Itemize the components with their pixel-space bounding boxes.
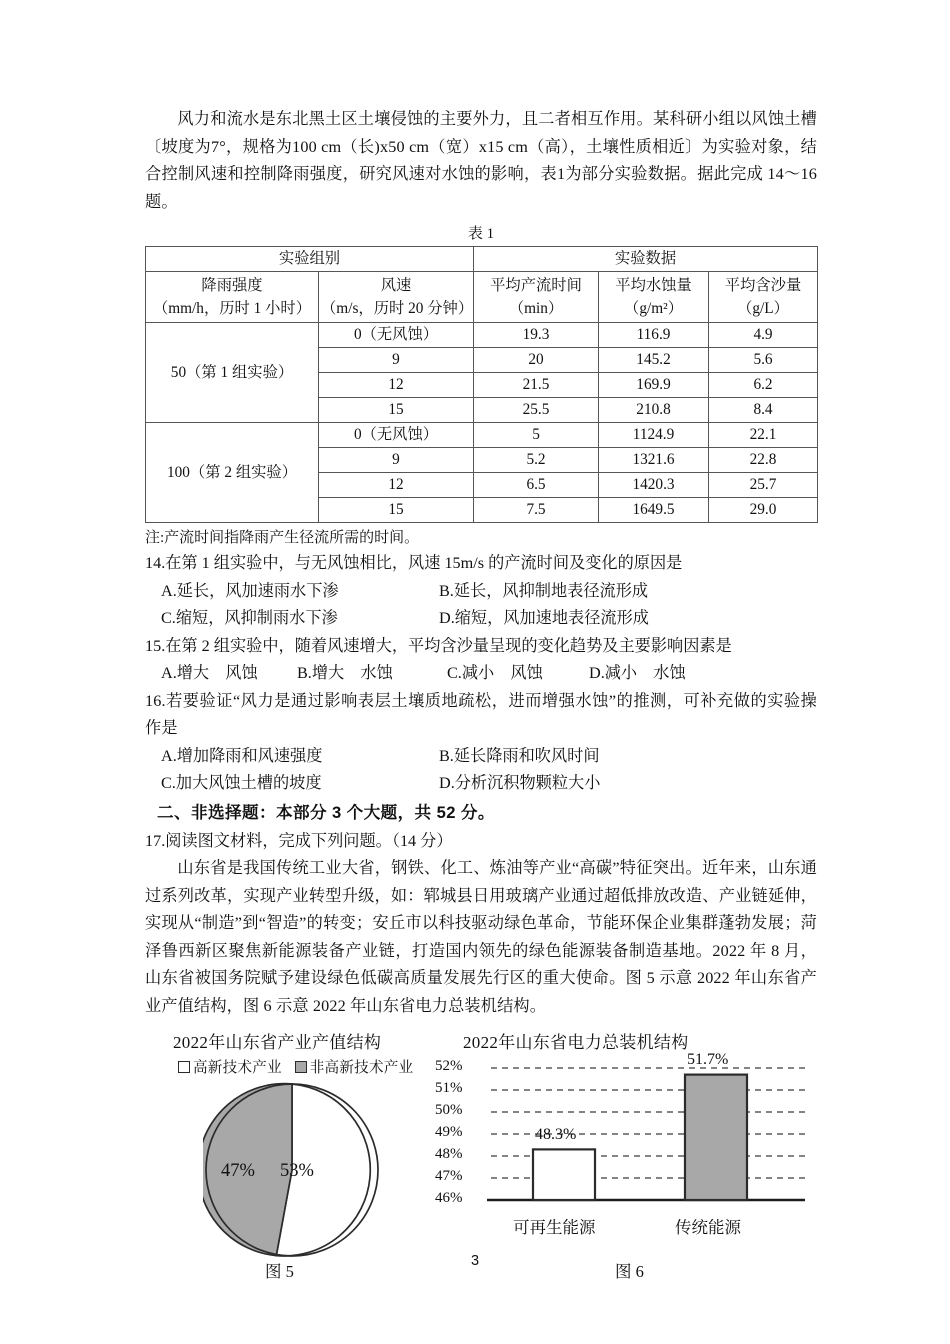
legend-item-high-tech	[178, 1056, 282, 1077]
cell-wind: 12	[319, 373, 474, 398]
question-15-option-c[interactable]: C.减小 风蚀	[447, 664, 543, 682]
cell-sand: 25.7	[709, 473, 818, 498]
ytick-51: 51%	[435, 1080, 463, 1096]
question-14-options-row-1	[145, 578, 817, 606]
question-16-stem: 16.若要验证“风力是通过影响表层土壤质地疏松，进而增强水蚀”的推测，可补充做的实验操作是	[145, 691, 817, 737]
question-16-options-row-1	[145, 743, 817, 771]
cell-erosion: 1649.5	[599, 498, 709, 523]
xtick-traditional: 传统能源	[675, 1218, 741, 1237]
cell-erosion: 169.9	[599, 373, 709, 398]
cell-time: 5	[474, 423, 599, 448]
cell-wind: 15	[319, 398, 474, 423]
legend-swatch-gray-icon	[295, 1061, 307, 1073]
question-16-option-a[interactable]: A.增加降雨和风速强度	[161, 746, 323, 765]
table-caption: 表 1	[467, 226, 495, 242]
cell-erosion: 1420.3	[599, 473, 709, 498]
question-16-option-b[interactable]: B.延长降雨和吹风时间	[439, 746, 600, 765]
cell-time: 5.2	[474, 448, 599, 473]
figure-6-title: 2022年山东省电力总装机结构	[463, 1033, 689, 1052]
figure-6-caption: 图 6	[615, 1262, 644, 1281]
data-header: 实验数据	[474, 247, 818, 272]
question-14-option-d[interactable]: D.缩短，风加速地表径流形成	[439, 609, 649, 627]
cell-wind: 9	[319, 448, 474, 473]
col-header-water-erosion: 平均水蚀量 （g/m²）	[599, 272, 709, 323]
page-content	[145, 106, 817, 1286]
group-header: 实验组别	[146, 247, 474, 272]
question-17-body: 山东省是我国传统工业大省，钢铁、化工、炼油等产业“高碳”特征突出。近年来，山东通过系列改革，实现产业转型升级，如：郓城县日用玻璃产业通过超低排放改造、产业链延伸，实现从“制造”到“智造”的转变；安丘市以科技驱动绿色革命，节能环保企业集群蓬勃发展；菏泽鲁西新区聚焦新能源装备产业链，打造国内领先的绿色能源装备制造基地。2022 年 8 月，山东省被国务院赋予建设绿色低碳高质量发展先行区的重大使命。图 5 示意 2022 年山东省产业产值结构，图 6 示意 2022 年山东省电力总装机结构。	[145, 859, 817, 1015]
cell-time: 25.5	[474, 398, 599, 423]
cell-time: 21.5	[474, 373, 599, 398]
figure-6-bar-chart	[435, 1026, 817, 1241]
table-note: 注:产流时间指降雨产生径流所需的时间。	[145, 530, 420, 546]
cell-wind: 0（无风蚀）	[319, 423, 474, 448]
question-17-stem: 17.阅读图文材料，完成下列问题。（14 分）	[145, 831, 453, 850]
question-15-option-a[interactable]: A.增大 风蚀	[161, 664, 258, 682]
cell-erosion: 1124.9	[599, 423, 709, 448]
ytick-47: 47%	[435, 1168, 463, 1184]
legend-label-non-high-tech: 非高新技术产业	[309, 1060, 414, 1076]
cell-sand: 29.0	[709, 498, 818, 523]
cell-time: 6.5	[474, 473, 599, 498]
cell-sand: 8.4	[709, 398, 818, 423]
cell-erosion: 145.2	[599, 348, 709, 373]
cell-time: 19.3	[474, 323, 599, 348]
question-14-option-a[interactable]: A.延长，风加速雨水下渗	[161, 581, 339, 600]
question-15-options	[145, 660, 817, 688]
question-16-options-row-2	[145, 770, 817, 798]
bar-traditional	[685, 1075, 747, 1200]
figure-5-caption: 图 5	[265, 1262, 294, 1281]
figure-6	[435, 1026, 817, 1286]
xtick-renewable: 可再生能源	[513, 1218, 596, 1237]
legend-label-high-tech: 高新技术产业	[193, 1060, 282, 1076]
question-14-options-row-2	[145, 605, 817, 633]
figure-5	[145, 1026, 445, 1286]
col-header-runoff-time: 平均产流时间 （min）	[474, 272, 599, 323]
cell-sand: 4.9	[709, 323, 818, 348]
cell-time: 20	[474, 348, 599, 373]
cell-wind: 9	[319, 348, 474, 373]
cell-sand: 22.1	[709, 423, 818, 448]
question-14-option-b[interactable]: B.延长，风抑制地表径流形成	[439, 581, 649, 600]
experiment-table	[145, 246, 818, 523]
cell-wind: 0（无风蚀）	[319, 323, 474, 348]
legend-item-non-high-tech	[295, 1056, 414, 1077]
figures-container	[145, 1026, 817, 1286]
question-16-option-d[interactable]: D.分析沉积物颗粒大小	[439, 774, 601, 792]
question-14-stem: 14.在第 1 组实验中，与无风蚀相比，风速 15m/s 的产流时间及变化的原因是	[145, 554, 683, 572]
ytick-49: 49%	[435, 1124, 463, 1140]
group-label-2: 100（第 2 组实验）	[146, 423, 319, 523]
pie-label-non-high-tech: 47%	[221, 1161, 255, 1181]
question-15-stem: 15.在第 2 组实验中，随着风速增大，平均含沙量呈现的变化趋势及主要影响因素是	[145, 636, 732, 655]
question-15-option-d[interactable]: D.减小 水蚀	[589, 664, 686, 682]
group-label-1: 50（第 1 组实验）	[146, 323, 319, 423]
cell-erosion: 1321.6	[599, 448, 709, 473]
col-header-wind: 风速 （m/s，历时 20 分钟）	[319, 272, 474, 323]
ytick-46: 46%	[435, 1190, 463, 1206]
question-16-option-c[interactable]: C.加大风蚀土槽的坡度	[161, 774, 322, 792]
col-header-sand-content: 平均含沙量 （g/L）	[709, 272, 818, 323]
page-number: 3	[470, 1253, 480, 1269]
figure-5-legend	[178, 1056, 413, 1077]
ytick-52: 52%	[435, 1058, 463, 1074]
table-row	[146, 323, 818, 348]
legend-swatch-white-icon	[178, 1061, 190, 1073]
table-header-row-2	[146, 272, 818, 323]
cell-time: 7.5	[474, 498, 599, 523]
question-14-option-c[interactable]: C.缩短，风抑制雨水下渗	[161, 609, 338, 627]
question-15-option-b[interactable]: B.增大 水蚀	[297, 664, 393, 682]
cell-wind: 15	[319, 498, 474, 523]
ytick-48: 48%	[435, 1146, 463, 1162]
table-row	[146, 423, 818, 448]
cell-sand: 22.8	[709, 448, 818, 473]
passage-intro: 风力和流水是东北黑土区土壤侵蚀的主要外力，且二者相互作用。某科研小组以风蚀土槽〔坡度为7°，规格为100 cm（长)x50 cm（宽）x15 cm（高），土壤性质相近〕为实验对象，结合控制风速和控制降雨强度，研究风速对水蚀的影响，表1为部分实验数据。据此完成 14～16 题。	[145, 110, 817, 211]
bar-renewable	[533, 1149, 595, 1200]
cell-sand: 5.6	[709, 348, 818, 373]
ytick-50: 50%	[435, 1102, 463, 1118]
cell-erosion: 210.8	[599, 398, 709, 423]
col-header-rain: 降雨强度 （mm/h，历时 1 小时）	[146, 272, 319, 323]
pie-label-high-tech: 53%	[280, 1161, 314, 1181]
bar-label-renewable: 48.3%	[535, 1126, 577, 1143]
table-header-row-1	[146, 247, 818, 272]
bar-label-traditional: 51.7%	[687, 1051, 729, 1068]
cell-sand: 6.2	[709, 373, 818, 398]
cell-wind: 12	[319, 473, 474, 498]
cell-erosion: 116.9	[599, 323, 709, 348]
section-2-heading: 二、非选择题：本部分 3 个大题，共 52 分。	[157, 802, 495, 822]
figure-5-title: 2022年山东省产业产值结构	[173, 1033, 382, 1052]
